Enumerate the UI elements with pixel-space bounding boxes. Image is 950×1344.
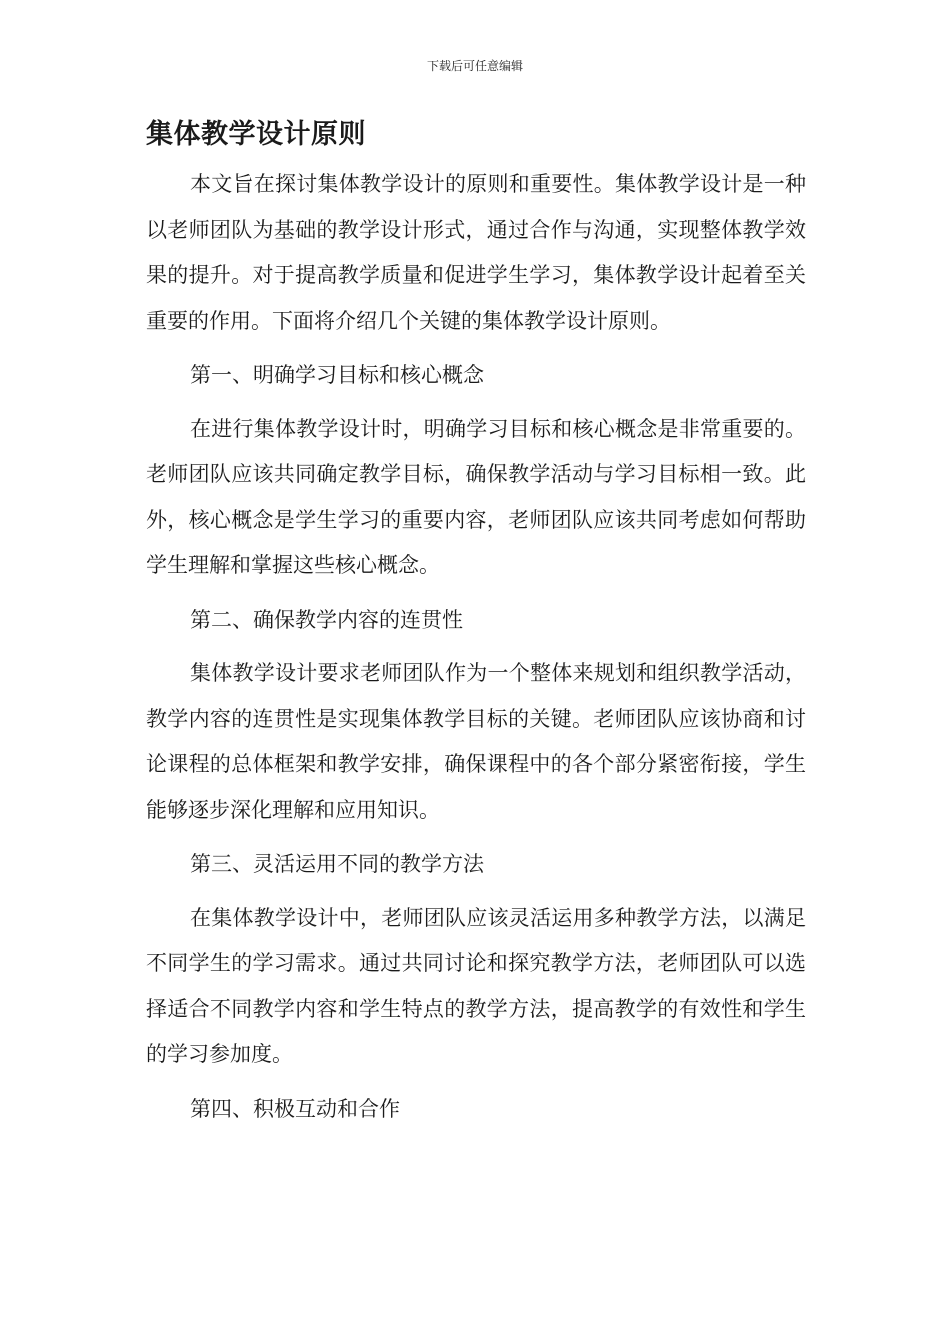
section-heading-3: 第三、灵活运用不同的教学方法 <box>190 852 484 876</box>
section-paragraph-2: 集体教学设计要求老师团队作为一个整体来规划和组织教学活动，教学内容的连贯性是实现集体教学目标的关键。老师团队应该协商和讨论课程的总体框架和教学安排，确保课程中的各个部分紧密衔接，学生能够逐步深化理解和应用知识。 <box>146 661 806 822</box>
intro-paragraph: 本文旨在探讨集体教学设计的原则和重要性。集体教学设计是一种以老师团队为基础的教学设计形式，通过合作与沟通，实现整体教学效果的提升。对于提高教学质量和促进学生学习，集体教学设计起着至关重要的作用。下面将介绍几个关键的集体教学设计原则。 <box>146 172 806 333</box>
section-paragraph-3: 在集体教学设计中，老师团队应该灵活运用多种教学方法，以满足不同学生的学习需求。通过共同讨论和探究教学方法，老师团队可以选择适合不同教学内容和学生特点的教学方法，提高教学的有效性和学生的学习参加度。 <box>146 905 806 1066</box>
page-header: 下载后可任意编辑 <box>426 59 523 73</box>
section-paragraph-1: 在进行集体教学设计时，明确学习目标和核心概念是非常重要的。老师团队应该共同确定教学目标，确保教学活动与学习目标相一致。此外，核心概念是学生学习的重要内容，老师团队应该共同考虑如何帮助学生理解和掌握这些核心概念。 <box>146 416 806 577</box>
document-title: 集体教学设计原则 <box>146 119 366 150</box>
section-heading-4: 第四、积极互动和合作 <box>190 1096 400 1121</box>
section-heading-1: 第一、明确学习目标和核心概念 <box>190 363 484 387</box>
document-body <box>146 162 806 1140</box>
section-heading-2: 第二、确保教学内容的连贯性 <box>190 607 463 632</box>
